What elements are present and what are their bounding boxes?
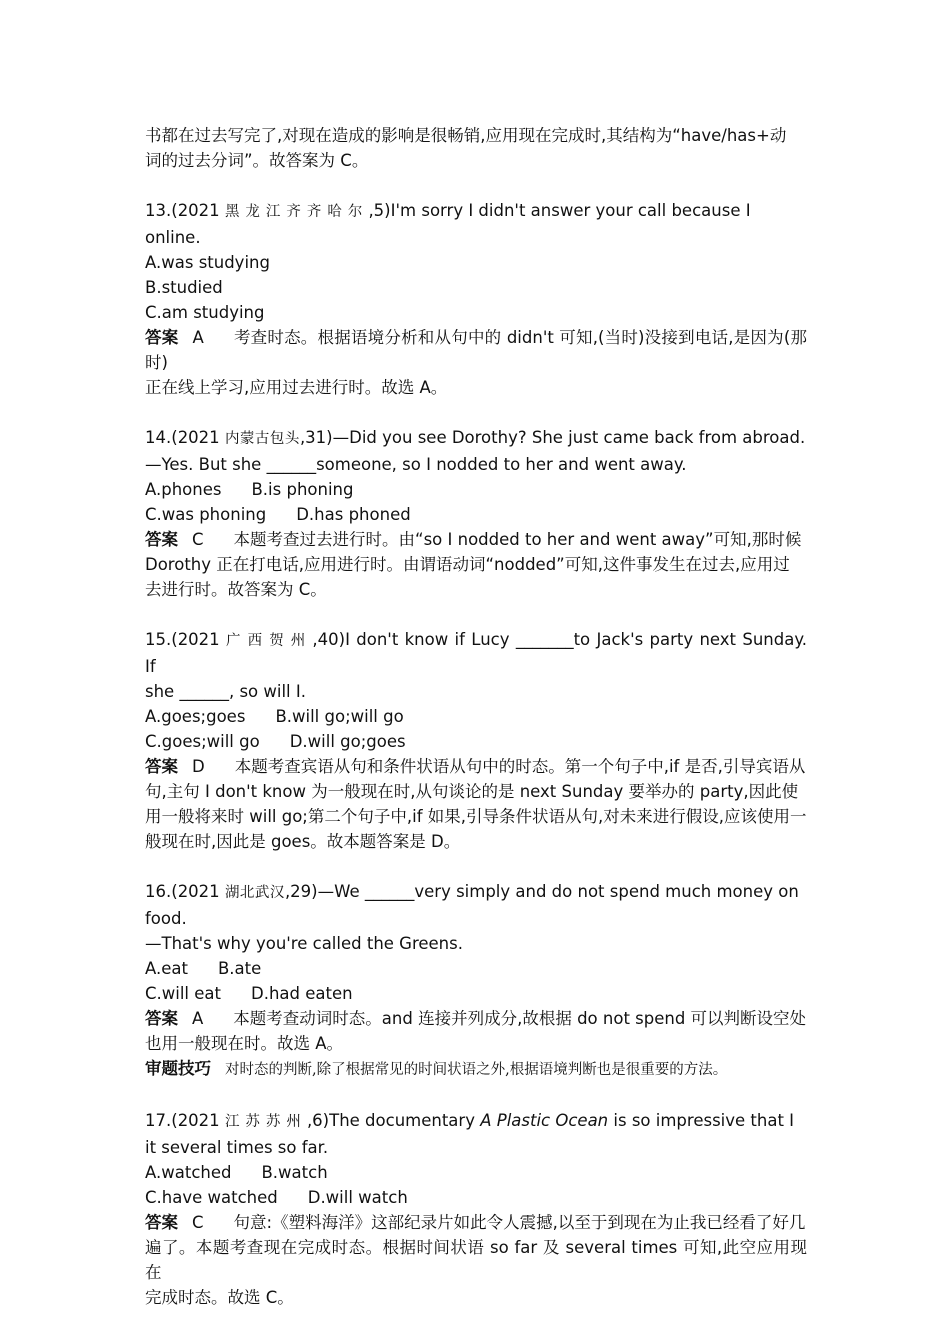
- options-row: [145, 502, 807, 527]
- answer-line: [145, 325, 807, 375]
- question-stem: [145, 879, 807, 906]
- question-stem: [145, 425, 807, 452]
- question-14: [145, 425, 807, 602]
- question-source: 内蒙古包头: [224, 431, 300, 447]
- option-a: A.phones: [145, 480, 222, 499]
- option-a: A.eat: [145, 959, 188, 978]
- question-stem: [145, 627, 807, 679]
- answer-explanation-continued: 用一般将来时 will go;第二个句子中,if 如果,引导条件状语从句,对未来进行假设,应该使用一: [145, 807, 807, 826]
- question-year: 2021: [177, 428, 225, 447]
- question-text: —Did you see Dorothy? She just came back from abroad.: [332, 428, 806, 447]
- question-17: [145, 1108, 807, 1310]
- answer-explanation-continued: 也用一般现在时。故选 A。: [145, 1034, 344, 1053]
- answer-explanation-continued: Dorothy 正在打电话,应用进行时。由谓语动词“nodded”可知,这件事发生在过去,应用过: [145, 555, 790, 574]
- intro-explanation: [145, 123, 807, 173]
- option-d: D.will watch: [307, 1188, 408, 1207]
- option-a: A.goes;goes: [145, 707, 246, 726]
- option-c: C.am studying: [145, 303, 265, 322]
- question-text-continued: food.: [145, 909, 187, 928]
- question-number: 16.(: [145, 882, 178, 901]
- answer-label: 答案: [145, 328, 179, 347]
- question-number: 15.(: [145, 630, 178, 649]
- answer-explanation-continued: 完成时态。故选 C。: [145, 1288, 294, 1307]
- question-stem: [145, 1108, 807, 1135]
- question-text: I don't know if Lucy _______to Jack's party next Sunday. If: [145, 630, 807, 676]
- question-paper-number: ,5): [368, 201, 391, 220]
- documentary-title: A Plastic Ocean: [480, 1111, 609, 1130]
- question-text: The documentary: [329, 1111, 481, 1130]
- answer-letter: A: [192, 1009, 204, 1028]
- answer-label: 答案: [145, 757, 178, 776]
- question-15: [145, 627, 807, 854]
- question-text-continued: it several times so far.: [145, 1138, 329, 1157]
- question-text-continued: —That's why you're called the Greens.: [145, 934, 463, 953]
- question-paper-number: ,29): [284, 882, 318, 901]
- intro-line: 词的过去分词”。故答案为 C。: [145, 151, 369, 170]
- question-year: 2021: [177, 201, 225, 220]
- question-text-continued: she ______, so will I.: [145, 682, 306, 701]
- answer-line: [145, 1006, 807, 1031]
- answer-letter: D: [192, 757, 205, 776]
- review-tip: [145, 1056, 807, 1083]
- answer-explanation: 本题考查过去进行时。由“so I nodded to her and went away”可知,那时候: [233, 530, 802, 549]
- question-stem: [145, 198, 807, 225]
- question-number: 13.(: [145, 201, 178, 220]
- answer-letter: C: [192, 530, 204, 549]
- option-d: D.has phoned: [296, 505, 411, 524]
- review-tip-text: 对时态的判断,除了根据常见的时间状语之外,根据语境判断也是很重要的方法。: [225, 1062, 728, 1078]
- answer-label: 答案: [145, 1213, 178, 1232]
- option-b: B.is phoning: [251, 480, 354, 499]
- answer-label: 答案: [145, 1009, 178, 1028]
- question-source: 黑龙江齐齐哈尔: [224, 204, 369, 220]
- question-source: 江苏苏州: [224, 1114, 307, 1130]
- question-text-continued: —Yes. But she ______someone, so I nodded to her and went away.: [145, 455, 687, 474]
- option-c: C.have watched: [145, 1188, 278, 1207]
- question-year: 2021: [177, 882, 225, 901]
- options-row: [145, 1160, 807, 1185]
- answer-letter: C: [192, 1213, 204, 1232]
- options-row: [145, 704, 807, 729]
- answer-explanation-continued: 正在线上学习,应用过去进行时。故选 A。: [145, 378, 448, 397]
- question-text-continued: online.: [145, 228, 201, 247]
- answer-explanation: 考查时态。根据语境分析和从句中的 didn't 可知,(当时)没接到电话,是因为(那时): [145, 328, 807, 372]
- option-b: B.studied: [145, 278, 223, 297]
- answer-explanation: 句意:《塑料海洋》这部纪录片如此令人震撼,以至于到现在为止我已经看了好几: [233, 1213, 806, 1232]
- options-row: [145, 956, 807, 981]
- question-year: 2021: [177, 1111, 225, 1130]
- option-a: A.was studying: [145, 253, 270, 272]
- question-16: [145, 879, 807, 1083]
- question-source: 湖北武汉: [224, 885, 285, 901]
- question-text: —We ______very simply and do not spend much money on: [317, 882, 799, 901]
- answer-explanation: 本题考查动词时态。and 连接并列成分,故根据 do not spend 可以判断设空处: [233, 1009, 807, 1028]
- options-row: [145, 729, 807, 754]
- option-d: D.had eaten: [251, 984, 353, 1003]
- answer-explanation-continued: 去进行时。故答案为 C。: [145, 580, 327, 599]
- options-row: [145, 1185, 807, 1210]
- answer-line: [145, 1210, 807, 1235]
- answer-explanation-continued: 遍了。本题考查现在完成时态。根据时间状语 so far 及 several times 可知,此空应用现在: [145, 1238, 807, 1282]
- question-number: 17.(: [145, 1111, 178, 1130]
- review-tip-label: 审题技巧: [145, 1059, 211, 1078]
- question-source: 广西贺州: [226, 633, 313, 649]
- question-text: is so impressive that I: [608, 1111, 795, 1130]
- option-b: B.will go;will go: [275, 707, 404, 726]
- answer-letter: A: [192, 328, 204, 347]
- document-content: [145, 123, 807, 1310]
- options-row: [145, 477, 807, 502]
- option-d: D.will go;goes: [289, 732, 406, 751]
- options-row: [145, 981, 807, 1006]
- option-a: A.watched: [145, 1163, 232, 1182]
- answer-label: 答案: [145, 530, 178, 549]
- option-c: C.was phoning: [145, 505, 267, 524]
- question-text: I'm sorry I didn't answer your call because I: [390, 201, 751, 220]
- question-year: 2021: [177, 630, 227, 649]
- answer-line: [145, 754, 807, 779]
- question-number: 14.(: [145, 428, 178, 447]
- answer-explanation-continued: 句,主句 I don't know 为一般现在时,从句谈论的是 next Sunday 要举办的 party,因此使: [145, 782, 799, 801]
- option-b: B.ate: [217, 959, 262, 978]
- answer-explanation-continued: 般现在时,因此是 goes。故本题答案是 D。: [145, 832, 461, 851]
- question-paper-number: ,31): [299, 428, 333, 447]
- intro-line: 书都在过去写完了,对现在造成的影响是很畅销,应用现在完成时,其结构为“have/has+动: [145, 126, 787, 145]
- question-paper-number: ,40): [312, 630, 346, 649]
- option-b: B.watch: [261, 1163, 328, 1182]
- answer-line: [145, 527, 807, 552]
- option-c: C.goes;will go: [145, 732, 260, 751]
- answer-explanation: 本题考查宾语从句和条件状语从句中的时态。第一个句子中,if 是否,引导宾语从: [234, 757, 806, 776]
- question-13: [145, 198, 807, 400]
- option-c: C.will eat: [145, 984, 221, 1003]
- question-paper-number: ,6): [306, 1111, 330, 1130]
